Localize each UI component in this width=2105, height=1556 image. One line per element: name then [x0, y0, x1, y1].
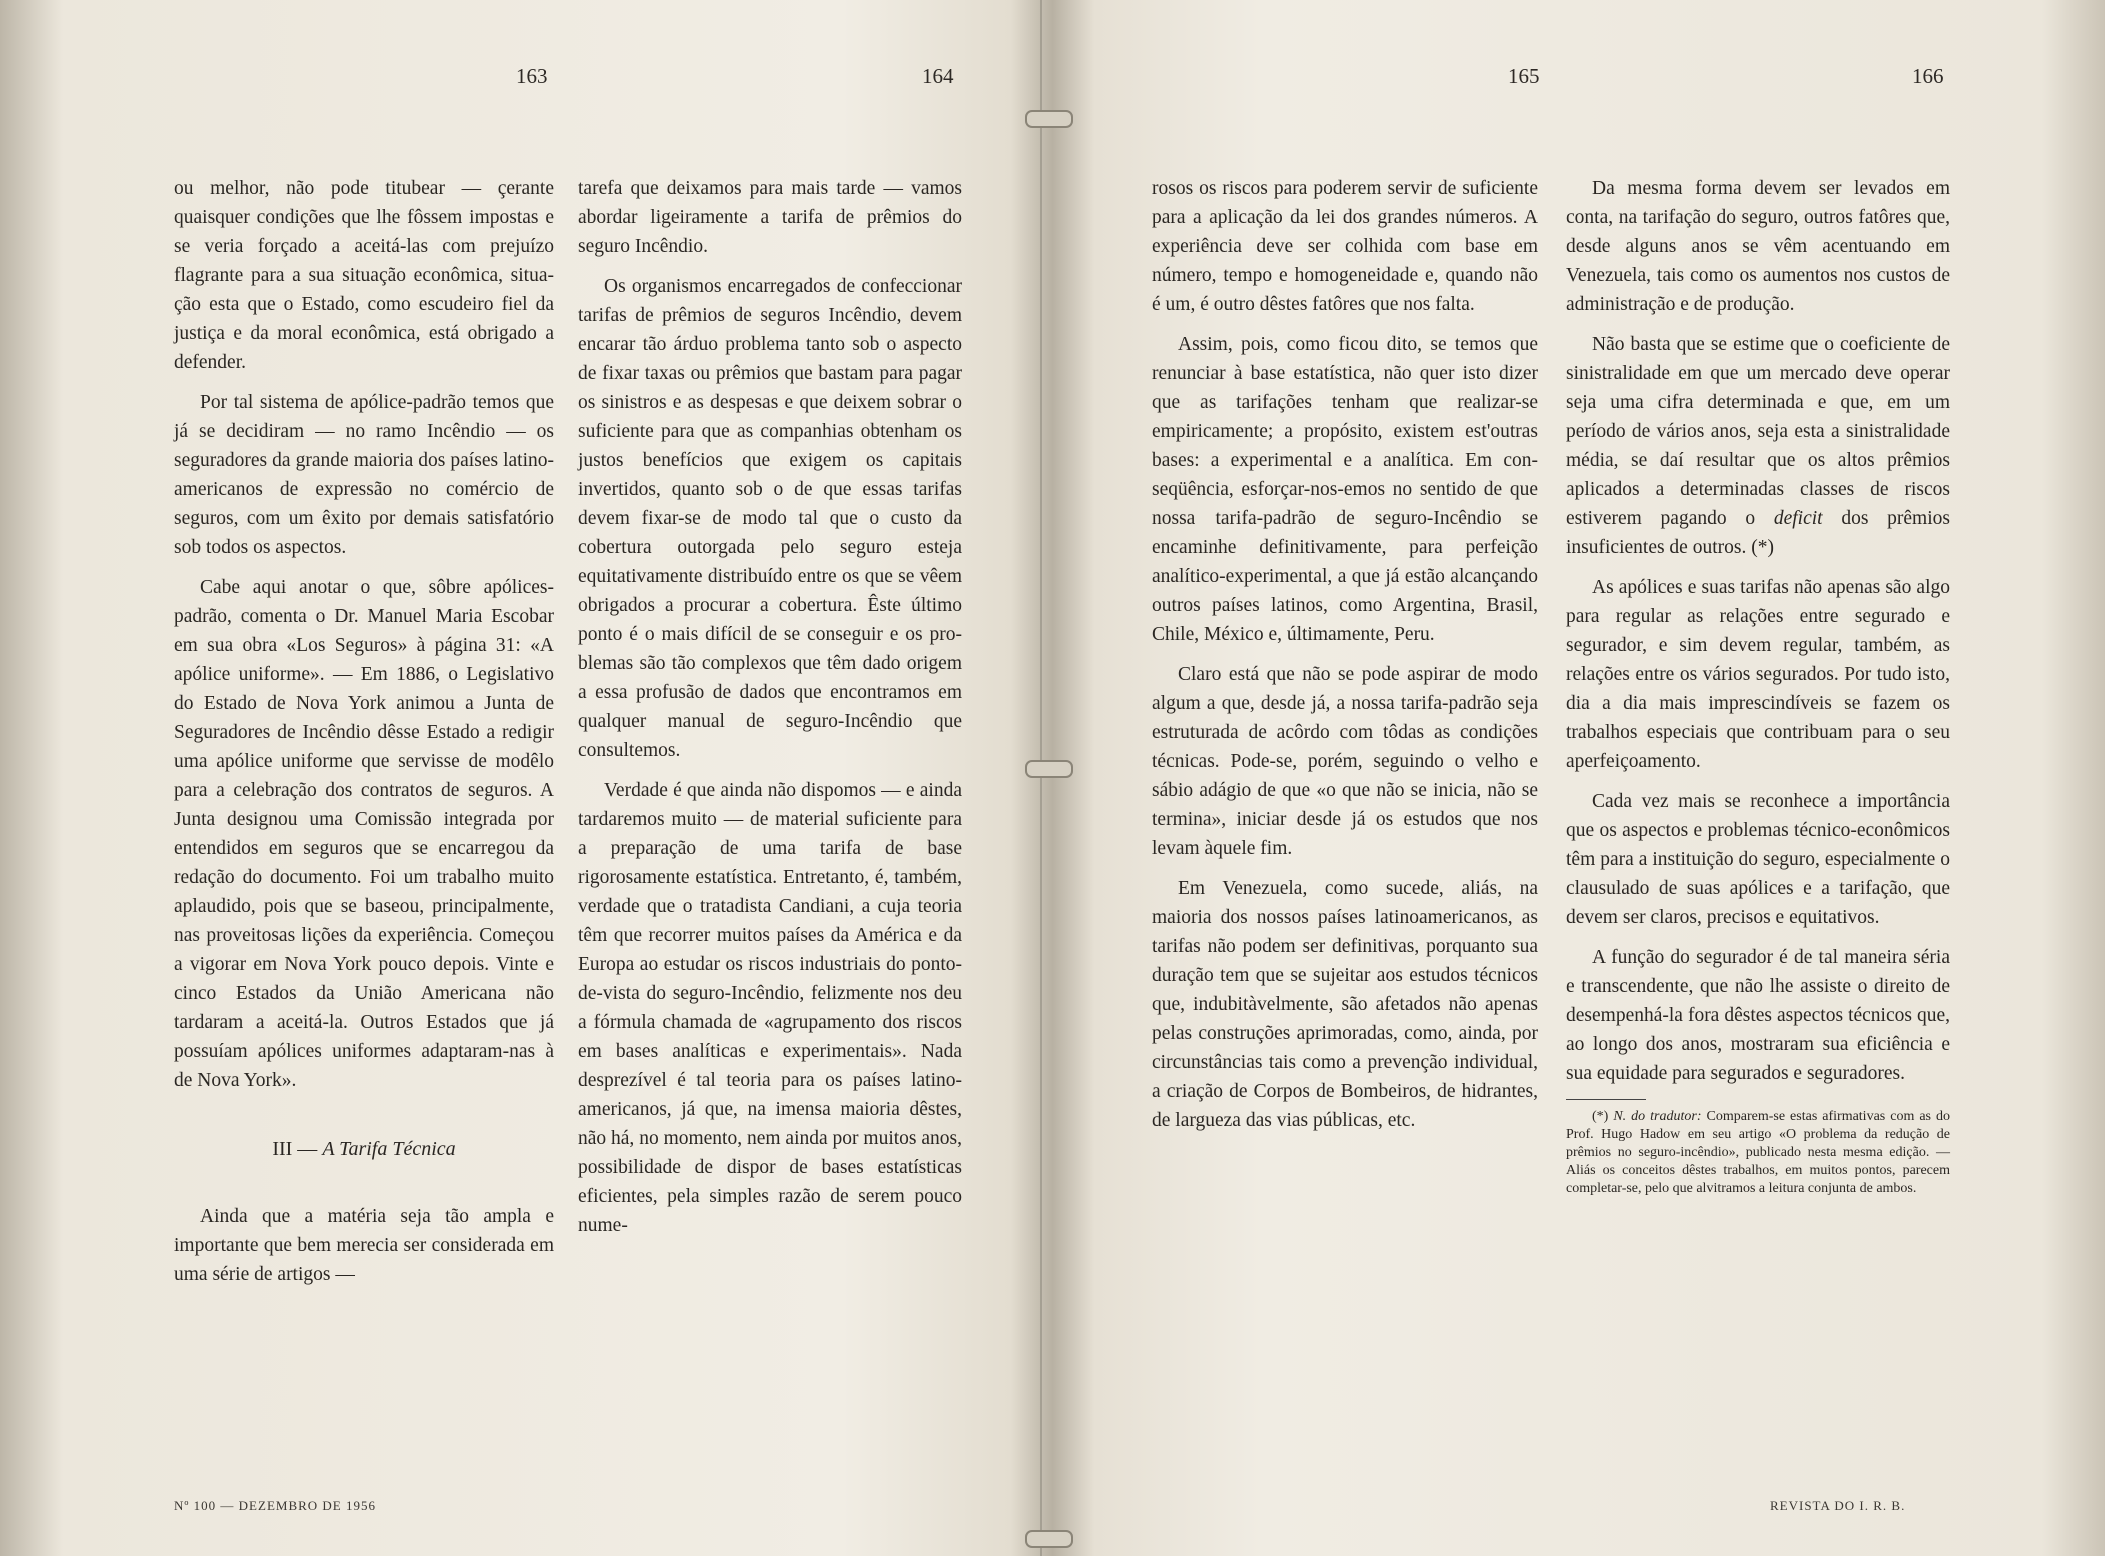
footnote-rule — [1566, 1099, 1646, 1100]
paragraph: Da mesma forma devem ser levados em conta, na tarifação do seguro, outros fatôres que, desde alguns anos se vêm acentuando em Venezuela, tais como os aumentos nos custos de administração e de produção. — [1566, 178, 1950, 315]
paragraph: Assim, pois, como ficou dito, se temos que renunciar à base estatística, não quer isto dizer que as tarifações tenham que realizar-se empiricamente; a propósito, existem est'outras bases: a experimental e a analítica. Em conseqüência, esforçar-nos-emos no sentido de que nossa tarifa-padrão de seguro-Incêndio se encaminhe definitivamente, para perfeição analítico-experimental, a que já estão alcançando outros países latinos, como Argentina, Brasil, Chile, México e, últimamente, Peru. — [1152, 334, 1538, 645]
paragraph — [1566, 330, 1950, 562]
staple-top — [1025, 110, 1073, 128]
page-number-165: 165 — [1508, 64, 1540, 88]
paragraph: tarefa que deixamos para mais tarde — vamos abordar ligeiramente a tarifa de prêmios do seguro Incêndio. — [578, 178, 962, 257]
staple-bottom — [1025, 1530, 1073, 1548]
footnote-text: Comparem-se estas afirmativas com as do Prof. Hugo Hadow em seu artigo «O problema da redução de prêmios no seguro-incêndio», publicado nesta mesma edição. — Aliás os conceitos dêstes trabalhos, em muitos pontos, parecem completar-se, pelo que alvitramos a leitura conjunta de ambos. — [1566, 1109, 1950, 1196]
footnote-label: N. do tradutor: — [1613, 1109, 1702, 1124]
footer-issue: Nº 100 — DEZEMBRO DE 1956 — [174, 1498, 376, 1513]
paragraph: Cada vez mais se reconhece a importância que os aspectos e problemas técnico-econômicos têm para a instituição do seguro, especialmente o clausulado de suas apólices e a tarifação, que devem ser claros, precisos e equitativos. — [1566, 791, 1950, 928]
paragraph: Cabe aqui anotar o que, sôbre apólices-padrão, comenta o Dr. Manuel Maria Escobar em sua obra «Los Seguros» à página 31: «A apólice uniforme». — Em 1886, o Legislativo do Estado de Nova York animou a Junta de Seguradores de Incêndio dêsse Estado a redigir uma apólice uniforme que servisse de modêlo para a celebração dos contratos de seguros. A Junta designou uma Comissão integrada por entendidos em seguros que se encarregou da redação do documento. Foi um trabalho muito aplaudido, pois que se baseou, principalmente, nas proveitosas lições da experiência. Começou a vigorar em Nova York pouco depois. Vinte e cinco Estados da União Americana não tardaram a aceitá-la. Outros Estados que já possuíam apólices uniformes adaptaram-nas à de Nova York». — [174, 577, 554, 1091]
column-page-163 — [174, 174, 554, 1300]
paragraph: A função do segurador é de tal maneira séria e transcendente, que não lhe assiste o direito de desempenhá-la fora dêstes aspectos técnicos que, ao longo dos anos, mostraram sua eficiência e sua equidade para segurados e seguradores. — [1566, 947, 1950, 1084]
paragraph: Claro está que não se pode aspirar de modo algum a que, desde já, a nossa tarifa-padrão seja estruturada de acôrdo com tôdas as condições técnicas. Pode-se, porém, seguindo o velho e sábio adágio de que «o que não se inicia, não se termina», iniciar desde já os estudos que nos levam àquele fim. — [1152, 664, 1538, 859]
paragraph: Ainda que a matéria seja tão ampla e importante que bem merecia ser considerada em uma série de artigos — — [174, 1206, 554, 1285]
column-page-164 — [578, 174, 962, 1251]
paragraph-text: dos prêmios insuficientes de outros. (*) — [1566, 508, 1950, 558]
paragraph: As apólices e suas tarifas não apenas são algo para regular as relações entre segurado e segurador, e sim devem regular, também, as relações entre os vários segurados. Por tudo isto, dia a dia mais imprescindíveis se fazem os trabalhos especiais que contribuam para o seu aperfeiçoamento. — [1566, 577, 1950, 772]
gutter — [1040, 0, 1042, 1556]
footer-journal: REVISTA DO I. R. B. — [1770, 1498, 1906, 1513]
paragraph-text: Não basta que se estime que o coeficiente de sinistralidade em que um mercado deve operar seja uma cifra determinada e que, em um período de vários anos, seja esta a sinistralidade média, se daí resultar que os altos prêmios aplicados a determinadas classes de riscos estiverem pagando o — [1566, 334, 1950, 529]
footnote — [1566, 1108, 1950, 1198]
section-title: A Tarifa Técnica — [322, 1138, 456, 1160]
paragraph: Em Venezuela, como sucede, aliás, na maioria dos nossos países latinoamericanos, as tarifas não podem ser definitivas, porquanto sua duração tem que se sujeitar aos estudos técnicos que, indubitàvelmente, são afetados não apenas pelas construções aprimoradas, como, ainda, por circunstâncias tais como a prevenção individual, a criação de Corpos de Bombeiros, de hidrantes, de largueza das vias públicas, etc. — [1152, 878, 1538, 1131]
paragraph: rosos os riscos para poderem servir de suficiente para a aplicação da lei dos grandes números. A experiência deve ser colhida com base em número, tempo e homogeneidade e, quando não é um, é outro dêstes fatôres que nos falta. — [1152, 178, 1538, 315]
paragraph: Por tal sistema de apólice-padrão temos que já se decidiram — no ramo Incêndio — os seguradores da grande maioria dos países latino-americanos de expressão no comércio de seguros, com um êxito por demais satisfatório sob todos os aspectos. — [174, 392, 554, 558]
page-number-164: 164 — [922, 64, 954, 88]
page-number-166: 166 — [1912, 64, 1944, 88]
staple-middle — [1025, 760, 1073, 778]
column-page-165 — [1152, 174, 1538, 1146]
column-page-166 — [1566, 174, 1950, 1209]
section-number: III — — [272, 1138, 323, 1160]
paragraph-italic: deficit — [1773, 508, 1823, 529]
section-heading — [174, 1135, 554, 1164]
paragraph: Os organismos encarregados de confeccionar tarifas de prêmios de seguros Incêndio, devem encarar tão árduo problema tanto sob o aspecto de fixar taxas ou prêmios que bastam para pagar os sinistros e as despesas e que deixem sobrar o suficiente para que as companhias obtenham os justos benefícios que exigem os capitais invertidos, quanto sob o de que essas tarifas devem fixar-se de modo tal que o custo da cobertura outorgada pelo seguro esteja equitativamente distribuído entre os que se vêem obrigados a procurar a cobertura. Êste último ponto é o mais difícil de se conseguir e os problemas são tão complexos que têm dado origem a essa profusão de dados que encontramos em qualquer manual de seguro-Incêndio que consultemos. — [578, 276, 962, 761]
page-number-163: 163 — [516, 64, 548, 88]
footnote-mark: (*) — [1592, 1109, 1614, 1124]
paragraph: Verdade é que ainda não dispomos — e ainda tardaremos muito — de material suficiente para a preparação de uma tarifa de base rigorosamente estatística. Entretanto, é, também, verdade que o tratadista Candiani, a cuja teoria têm que recorrer muitos países da América e da Europa ao estudar os riscos industriais do ponto-de-vista do seguro-Incêndio, felizmente nos deu a fórmula chamada de «agrupamento dos riscos em bases analíticas e experimentais». Nada desprezível é tal teoria para os países latino-americanos, já que, na imensa maioria dêstes, não há, no momento, nem ainda por muitos anos, possibilidade de dispor de bases estatísticas eficientes, pela simples razão de serem pouco nume- — [578, 780, 962, 1236]
paragraph: ou melhor, não pode titubear — çerante quaisquer condições que lhe fôssem impostas e se veria forçado a aceitá-las com prejuízo flagrante para a sua situação econômica, situação esta que o Estado, como escudeiro fiel da justiça e da moral econômica, está obrigado a defender. — [174, 178, 554, 373]
